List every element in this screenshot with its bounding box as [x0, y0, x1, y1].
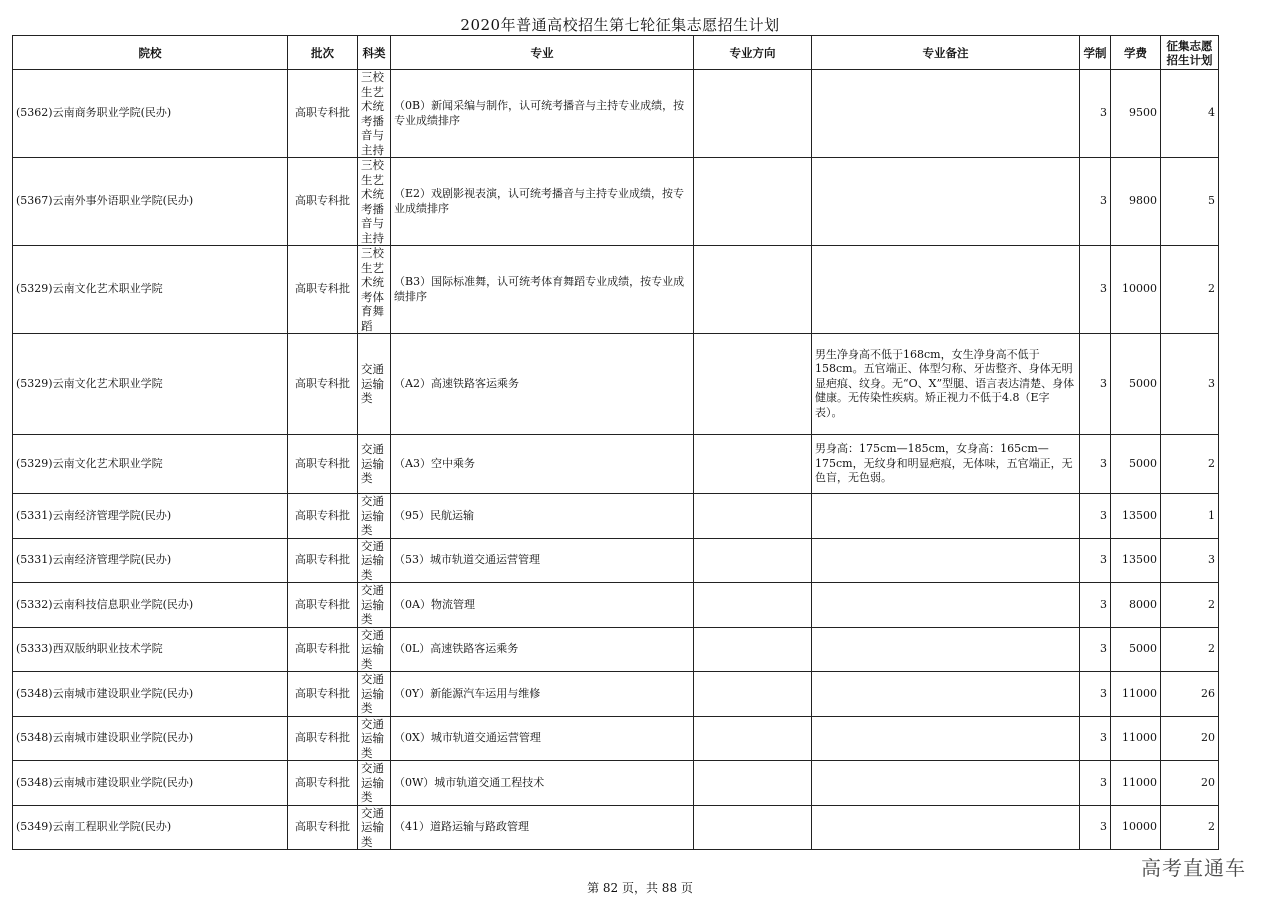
- cell-remarks: [812, 494, 1080, 539]
- cell-years: 3: [1080, 805, 1111, 850]
- cell-direction: [694, 538, 812, 583]
- cell-category: [358, 672, 391, 717]
- cell-fee: 5000: [1111, 627, 1161, 672]
- document-title: 2020年普通高校招生第七轮征集志愿招生计划: [460, 16, 780, 34]
- cell-major: （0L）高速铁路客运乘务: [391, 627, 694, 672]
- cell-category: [358, 70, 391, 158]
- cell-fee: 5000: [1111, 334, 1161, 435]
- cell-years: 3: [1080, 246, 1111, 334]
- cell-major: （0X）城市轨道交通运营管理: [391, 716, 694, 761]
- cell-direction: [694, 583, 812, 628]
- category-text: 交通运输类: [361, 716, 384, 760]
- cell-category: [358, 246, 391, 334]
- cell-school: (5332)云南科技信息职业学院(民办): [13, 583, 288, 628]
- cell-major: （B3）国际标准舞，认可统考体育舞蹈专业成绩，按专业成绩排序: [391, 246, 694, 334]
- cell-school: (5348)云南城市建设职业学院(民办): [13, 672, 288, 717]
- cell-category: [358, 538, 391, 583]
- cell-batch: 高职专科批: [288, 494, 358, 539]
- category-text: 三校生艺术统考播音与主持: [361, 70, 384, 157]
- header-category: 科类: [358, 36, 391, 70]
- table-row: [13, 494, 1219, 539]
- cell-category: [358, 583, 391, 628]
- cell-school: (5331)云南经济管理学院(民办): [13, 494, 288, 539]
- header-direction: 专业方向: [694, 36, 812, 70]
- cell-major: （E2）戏剧影视表演，认可统考播音与主持专业成绩，按专业成绩排序: [391, 158, 694, 246]
- cell-direction: [694, 805, 812, 850]
- cell-quota: 2: [1161, 805, 1219, 850]
- cell-fee: 9800: [1111, 158, 1161, 246]
- table-row: [13, 805, 1219, 850]
- header-fee: 学费: [1111, 36, 1161, 70]
- cell-batch: 高职专科批: [288, 672, 358, 717]
- cell-direction: [694, 494, 812, 539]
- cell-fee: 10000: [1111, 246, 1161, 334]
- cell-quota: 1: [1161, 494, 1219, 539]
- header-years: 学制: [1080, 36, 1111, 70]
- cell-batch: 高职专科批: [288, 716, 358, 761]
- cell-batch: 高职专科批: [288, 334, 358, 435]
- cell-remarks: 男生净身高不低于168cm，女生净身高不低于158cm。五官端正、体型匀称、牙齿整齐、身体无明显疤痕、纹身。无“O、X”型腿、语言表达清楚、身体健康。无传染性疾病。矫正视力不低于4.8（E字表）。: [812, 334, 1080, 435]
- category-text: 交通运输类: [361, 761, 384, 804]
- cell-category: [358, 494, 391, 539]
- cell-direction: [694, 246, 812, 334]
- category-text: 三校生艺术统考播音与主持: [361, 158, 384, 245]
- cell-major: （0W）城市轨道交通工程技术: [391, 761, 694, 806]
- cell-quota: 2: [1161, 583, 1219, 628]
- table-row: [13, 435, 1219, 494]
- category-text: 交通运输类: [361, 672, 384, 715]
- cell-batch: 高职专科批: [288, 627, 358, 672]
- table-row: [13, 538, 1219, 583]
- cell-years: 3: [1080, 583, 1111, 628]
- cell-school: (5348)云南城市建设职业学院(民办): [13, 761, 288, 806]
- cell-direction: [694, 672, 812, 717]
- cell-school: (5331)云南经济管理学院(民办): [13, 538, 288, 583]
- cell-years: 3: [1080, 716, 1111, 761]
- table-row: [13, 70, 1219, 158]
- cell-remarks: [812, 158, 1080, 246]
- cell-remarks: [812, 672, 1080, 717]
- cell-category: [358, 158, 391, 246]
- cell-remarks: [812, 805, 1080, 850]
- cell-quota: 20: [1161, 716, 1219, 761]
- category-text: 交通运输类: [361, 805, 384, 849]
- cell-batch: 高职专科批: [288, 805, 358, 850]
- header-quota: 征集志愿招生计划: [1161, 36, 1219, 70]
- cell-quota: 26: [1161, 672, 1219, 717]
- cell-remarks: [812, 538, 1080, 583]
- cell-major: （A2）高速铁路客运乘务: [391, 334, 694, 435]
- cell-years: 3: [1080, 672, 1111, 717]
- cell-years: 3: [1080, 538, 1111, 583]
- category-text: 交通运输类: [361, 583, 384, 626]
- category-text: 交通运输类: [361, 538, 384, 582]
- category-text: 交通运输类: [361, 494, 384, 537]
- watermark-text: 高考直通车: [1141, 856, 1246, 880]
- cell-batch: 高职专科批: [288, 70, 358, 158]
- category-text: 交通运输类: [361, 627, 384, 671]
- cell-fee: 11000: [1111, 672, 1161, 717]
- table-row: [13, 716, 1219, 761]
- cell-major: （41）道路运输与路政管理: [391, 805, 694, 850]
- cell-fee: 9500: [1111, 70, 1161, 158]
- cell-fee: 11000: [1111, 716, 1161, 761]
- cell-batch: 高职专科批: [288, 246, 358, 334]
- category-text: 交通运输类: [361, 362, 384, 406]
- cell-years: 3: [1080, 334, 1111, 435]
- table-row: [13, 158, 1219, 246]
- cell-category: [358, 805, 391, 850]
- header-school: 院校: [13, 36, 288, 70]
- cell-direction: [694, 334, 812, 435]
- cell-quota: 4: [1161, 70, 1219, 158]
- enrollment-plan-table: [12, 35, 1219, 850]
- cell-school: (5329)云南文化艺术职业学院: [13, 435, 288, 494]
- cell-fee: 8000: [1111, 583, 1161, 628]
- cell-fee: 5000: [1111, 435, 1161, 494]
- cell-direction: [694, 435, 812, 494]
- cell-years: 3: [1080, 494, 1111, 539]
- cell-quota: 2: [1161, 627, 1219, 672]
- cell-direction: [694, 761, 812, 806]
- cell-years: 3: [1080, 761, 1111, 806]
- cell-category: [358, 761, 391, 806]
- table-body: [13, 70, 1219, 850]
- cell-years: 3: [1080, 158, 1111, 246]
- cell-category: [358, 627, 391, 672]
- cell-years: 3: [1080, 435, 1111, 494]
- cell-school: (5333)西双版纳职业技术学院: [13, 627, 288, 672]
- cell-school: (5329)云南文化艺术职业学院: [13, 246, 288, 334]
- cell-quota: 5: [1161, 158, 1219, 246]
- cell-remarks: [812, 246, 1080, 334]
- cell-fee: 13500: [1111, 538, 1161, 583]
- cell-direction: [694, 158, 812, 246]
- cell-fee: 11000: [1111, 761, 1161, 806]
- cell-direction: [694, 70, 812, 158]
- cell-school: (5348)云南城市建设职业学院(民办): [13, 716, 288, 761]
- cell-major: （95）民航运输: [391, 494, 694, 539]
- cell-direction: [694, 627, 812, 672]
- header-major: 专业: [391, 36, 694, 70]
- cell-remarks: [812, 70, 1080, 158]
- cell-major: （0A）物流管理: [391, 583, 694, 628]
- cell-school: (5329)云南文化艺术职业学院: [13, 334, 288, 435]
- cell-major: （0Y）新能源汽车运用与维修: [391, 672, 694, 717]
- cell-years: 3: [1080, 70, 1111, 158]
- table-header-row: [13, 36, 1219, 70]
- cell-quota: 3: [1161, 538, 1219, 583]
- cell-remarks: [812, 761, 1080, 806]
- cell-batch: 高职专科批: [288, 538, 358, 583]
- cell-batch: 高职专科批: [288, 583, 358, 628]
- cell-category: [358, 716, 391, 761]
- cell-batch: 高职专科批: [288, 761, 358, 806]
- cell-quota: 20: [1161, 761, 1219, 806]
- cell-school: (5349)云南工程职业学院(民办): [13, 805, 288, 850]
- cell-fee: 13500: [1111, 494, 1161, 539]
- cell-batch: 高职专科批: [288, 435, 358, 494]
- header-batch: 批次: [288, 36, 358, 70]
- cell-quota: 3: [1161, 334, 1219, 435]
- table-row: [13, 672, 1219, 717]
- cell-school: (5362)云南商务职业学院(民办): [13, 70, 288, 158]
- cell-major: （A3）空中乘务: [391, 435, 694, 494]
- cell-remarks: [812, 627, 1080, 672]
- cell-quota: 2: [1161, 435, 1219, 494]
- table-row: [13, 627, 1219, 672]
- cell-school: (5367)云南外事外语职业学院(民办): [13, 158, 288, 246]
- cell-quota: 2: [1161, 246, 1219, 334]
- cell-remarks: 男身高：175cm—185cm，女身高：165cm—175cm，无纹身和明显疤痕，无体味，五官端正，无色盲，无色弱。: [812, 435, 1080, 494]
- header-remarks: 专业备注: [812, 36, 1080, 70]
- table-row: [13, 334, 1219, 435]
- table-row: [13, 246, 1219, 334]
- cell-major: （0B）新闻采编与制作，认可统考播音与主持专业成绩，按专业成绩排序: [391, 70, 694, 158]
- cell-remarks: [812, 716, 1080, 761]
- category-text: 三校生艺术统考体育舞蹈: [361, 246, 384, 333]
- cell-category: [358, 334, 391, 435]
- page-footer: 第 82 页，共 88 页: [587, 881, 693, 895]
- cell-batch: 高职专科批: [288, 158, 358, 246]
- cell-years: 3: [1080, 627, 1111, 672]
- category-text: 交通运输类: [361, 442, 384, 486]
- table-row: [13, 761, 1219, 806]
- cell-fee: 10000: [1111, 805, 1161, 850]
- cell-category: [358, 435, 391, 494]
- table-row: [13, 583, 1219, 628]
- cell-remarks: [812, 583, 1080, 628]
- cell-direction: [694, 716, 812, 761]
- cell-major: （53）城市轨道交通运营管理: [391, 538, 694, 583]
